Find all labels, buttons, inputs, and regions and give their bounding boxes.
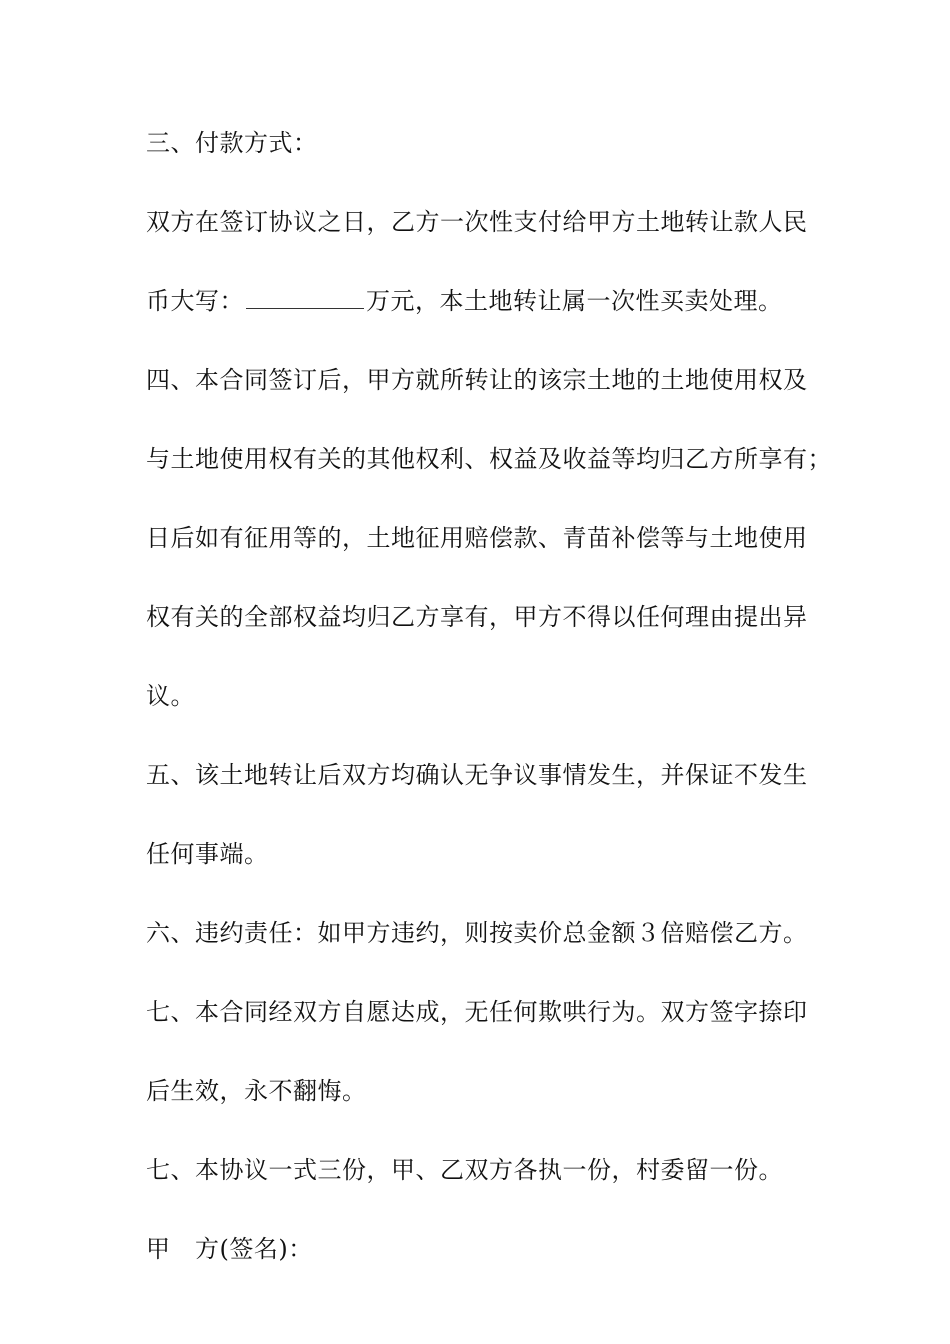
amount-suffix: 万元，本土地转让属一次性买卖处理。 [366,287,783,315]
section-heading-payment: 三、付款方式： [146,129,318,157]
text-line: 权有关的全部权益均归乙方享有，甲方不得以任何理由提出异 [146,603,808,631]
section-seven-line: 七、本合同经双方自愿达成，无任何欺哄行为。双方签字捺印 [146,998,808,1026]
section-four-line: 四、本合同签订后，甲方就所转让的该宗土地的土地使用权及 [146,366,808,394]
amount-blank [246,287,364,309]
section-five-line: 五、该土地转让后双方均确认无争议事情发生，并保证不发生 [146,761,808,789]
text-line: 双方在签订协议之日，乙方一次性支付给甲方土地转让款人民 [146,208,808,236]
document-body [146,129,832,1314]
section-seven-copies-line: 七、本协议一式三份，甲、乙双方各执一份，村委留一份。 [146,1156,783,1184]
signature-party-a: 甲 方(签名)： [146,1235,313,1263]
text-line: 议。 [146,682,195,710]
text-line: 后生效，永不翻悔。 [146,1077,367,1105]
text-line-amount [146,287,826,316]
amount-label: 币大写： [146,287,244,315]
text-line: 与土地使用权有关的其他权利、权益及收益等均归乙方所享有； [146,445,832,473]
section-six-line: 六、违约责任：如甲方违约，则按卖价总金额３倍赔偿乙方。 [146,919,808,947]
text-line: 日后如有征用等的，土地征用赔偿款、青苗补偿等与土地使用 [146,524,808,552]
text-line: 任何事端。 [146,840,269,868]
